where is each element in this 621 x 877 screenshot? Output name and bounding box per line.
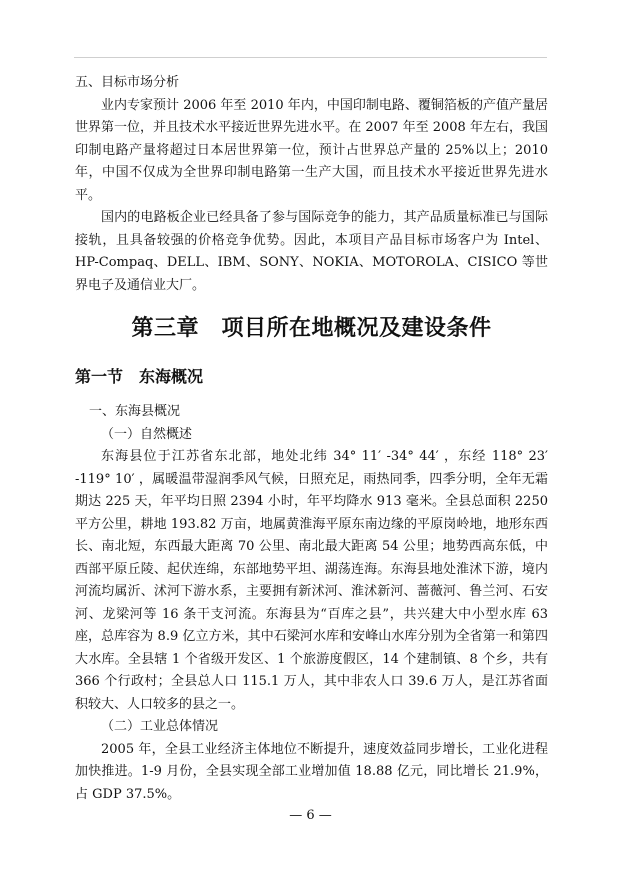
section-title: 第一节 东海概况 <box>75 367 204 386</box>
nature-overview-text: 东海县位于江苏省东北部，地处北纬 34° 11′ -34° 44′ ，东经 118° 23′ -119° 10′ ，属暖温带湿润季风气候，日照充足，雨热同季，四季分明，全年无霜期达 225 天，年平均日照 2394 小时，年平均降水 913 毫米。全县总面积 2250 平方公里，耕地 193.82 万亩，地属黄淮海平原东南边缘的平原岗岭地，地形东西长、南北短，东西最大距离 70 公里、南北最大距离 54 公里；地势西高东低，中西部平原丘陵、起伏连绵，东部地势平坦、湖荡连海。东海县地处淮沭下游，境内河流均属沂、沭河下游水系，主要拥有新沭河、淮沭新河、蔷薇河、鲁兰河、石安河、龙梁河等 16 条干支河流。东海县为“百库之县”，共兴建大中小型水库 63 座，总库容为 8.9 亿立方米，其中石梁河水库和安峰山水库分别为全省第一和第四大水库。全县辖 1 个省级开发区、1 个旅游度假区，14 个建制镇、8 个乡，共有 366 个行政村；全县总人口 115.1 万人，其中非农人口 39.6 万人，是江苏省面积较大、人口较多的县之一。 <box>75 449 548 712</box>
county-overview-heading: 一、东海县概况 <box>89 404 181 419</box>
chapter-title: 第三章 项目所在地概况及建设条件 <box>131 315 492 341</box>
industry-overview-text: 2005 年，全县工业经济主体地位不断提升，速度效益同步增长，工业化进程加快推进。1-9 月份，全县实现全部工业增加值 18.88 亿元，同比增长 21.9%，占 GDP 37.5%。 <box>75 741 548 802</box>
page-number: — 6 — <box>289 808 332 823</box>
target-market-heading: 五、目标市场分析 <box>75 75 180 90</box>
target-market-paragraph-1: 业内专家预计 2006 年至 2010 年内，中国印制电路、覆铜箔板的产值产量居世界第一位，并且技术水平接近世界先进水平。在 2007 年至 2008 年左右，我国印制电路产量将超过日本居世界第一位，预计占世界总产量的 25%以上；2010 年，中国不仅成为全世界印制电路第一生产大国，而且技术水平接近世界先进水平。 <box>75 97 548 203</box>
header-rule <box>74 57 547 58</box>
nature-overview-heading: （一）自然概述 <box>101 426 193 442</box>
page-content <box>75 72 548 806</box>
industry-overview-heading: （二）工业总体情况 <box>101 719 219 734</box>
target-market-paragraph-2: 国内的电路板企业已经具备了参与国际竞争的能力，其产品质量标准已与国际接轨，且具备较强的价格竞争优势。因此，本项目产品目标市场客户为 Intel、HP-Compaq、DELL、IBM、SONY、NOKIA、MOTOROLA、CISICO 等世界电子及通信业大厂。 <box>75 210 548 293</box>
